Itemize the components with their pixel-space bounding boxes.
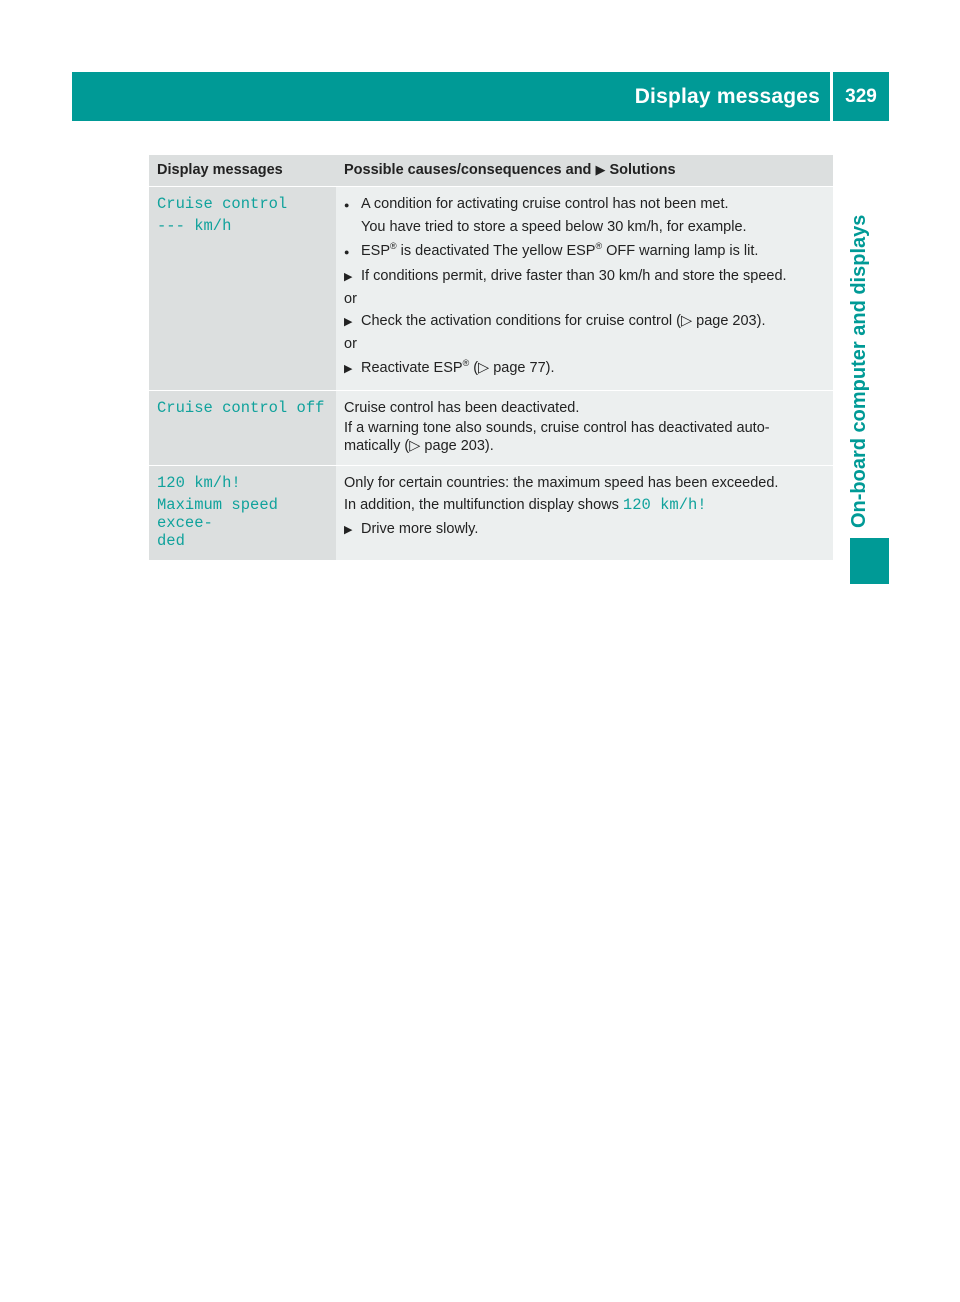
- page-number: 329: [845, 86, 877, 107]
- solution-step: ▶ If conditions permit, drive faster than 30 km/h and store the speed.: [344, 265, 829, 288]
- cause-item: ● ESP® is deactivated The yellow ESP® OFF warning lamp is lit.: [344, 240, 829, 263]
- registered-mark: ®: [462, 357, 470, 368]
- chapter-tab-marker: [850, 538, 889, 584]
- cause-text: Only for certain countries: the maximum speed has been exceeded.: [344, 474, 779, 491]
- cause-text: In addition, the multifunction display shows 120 km/h!: [344, 495, 707, 514]
- display-message-line: Maximum speed excee‐: [157, 495, 278, 532]
- action-arrow-icon: ▶: [344, 270, 353, 283]
- action-arrow-icon: ▶: [344, 362, 353, 375]
- message-cell: [149, 186, 336, 390]
- action-arrow-icon: ▶: [344, 523, 353, 536]
- table-row: [149, 465, 833, 560]
- action-arrow-icon: ▶: [595, 162, 606, 178]
- col-header-messages: Display messages: [149, 155, 336, 186]
- chapter-tab-label: On-board computer and displays: [848, 214, 870, 528]
- table-row: [149, 390, 833, 465]
- col-header-solutions-suffix: Solutions: [609, 162, 676, 179]
- col-header-solutions-prefix: Possible causes/consequences and: [344, 162, 592, 179]
- cause-item: ● A condition for activating cruise control has not been met.: [344, 193, 829, 216]
- message-cell: [149, 390, 336, 465]
- cause-item-continuation: You have tried to store a speed below 30 km/h, for example.: [361, 218, 747, 235]
- display-messages-table: [149, 155, 833, 561]
- display-message-line: Cruise control: [157, 194, 288, 213]
- solution-cell: [336, 186, 833, 390]
- bullet-icon: ●: [344, 199, 350, 210]
- registered-mark: ®: [390, 240, 397, 251]
- page-title: Display messages: [634, 85, 820, 108]
- display-message-inline: 120 km/h!: [622, 495, 707, 514]
- display-message-line: ded: [157, 531, 185, 550]
- solution-step: ▶ Drive more slowly.: [344, 518, 829, 541]
- solution-cell: [336, 390, 833, 465]
- display-message-line: 120 km/h!: [157, 473, 241, 492]
- display-message-line: --- km/h: [157, 216, 232, 235]
- display-message-line: Cruise control off: [157, 398, 325, 417]
- message-cell: [149, 465, 336, 560]
- table-header-row: [149, 155, 833, 186]
- solution-cell: [336, 465, 833, 560]
- cause-text: matically (▷ page 203).: [344, 437, 494, 454]
- cause-text: Cruise control has been deactivated.: [344, 399, 580, 416]
- bullet-icon: ●: [344, 246, 350, 257]
- action-arrow-icon: ▶: [344, 315, 353, 328]
- cause-text: If a warning tone also sounds, cruise control has deactivated auto-: [344, 419, 770, 436]
- solution-step: ▶ Check the activation conditions for cruise control (▷ page 203).: [344, 310, 829, 333]
- or-separator: or: [344, 290, 357, 307]
- col-header-solutions: [336, 155, 833, 186]
- table-row: [149, 186, 833, 390]
- registered-mark: ®: [595, 240, 603, 251]
- or-separator: or: [344, 335, 357, 352]
- solution-step: ▶ Reactivate ESP® (▷ page 77).: [344, 357, 829, 380]
